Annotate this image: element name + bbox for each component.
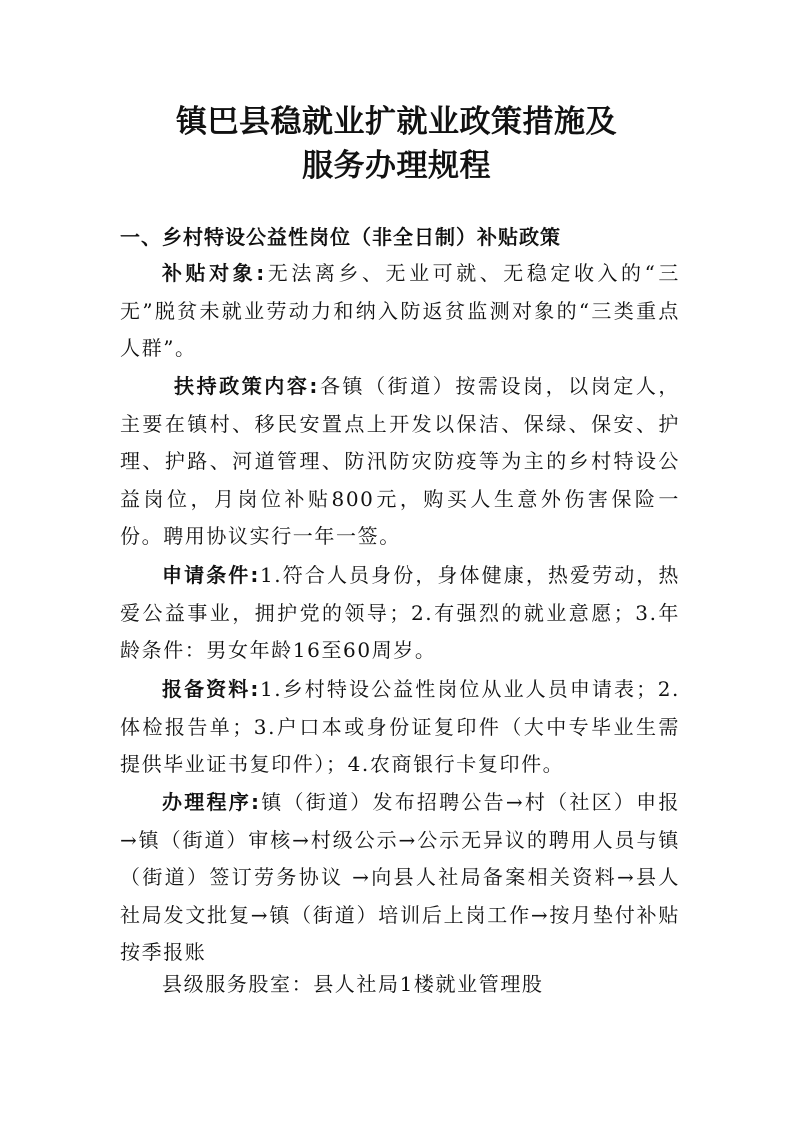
paragraph-procedure bbox=[120, 784, 680, 972]
paragraph-text: 无法离乡、无业可就、无稳定收入的“三无”脱贫未就业劳动力和纳入防返贫监测对象的“三类重点人群”。 bbox=[120, 261, 680, 360]
paragraph-label: 报备资料: bbox=[162, 677, 260, 701]
paragraph-text: 1.乡村特设公益性岗位从业人员申请表；2.体检报告单；3.户口本或身份证复印件（大中专毕业生需提供毕业证书复印件）；4.农商银行卡复印件。 bbox=[120, 677, 681, 776]
title-line-2: 服务办理规程 bbox=[302, 148, 491, 184]
paragraph-filing-materials bbox=[120, 671, 680, 784]
section-heading: 一、乡村特设公益性岗位（非全日制）补贴政策 bbox=[120, 225, 561, 249]
paragraph-text: 镇（街道）发布招聘公告→村（社区）申报→镇（街道）审核→村级公示→公示无异议的聘用人员与镇（街道）签订劳务协议 →向县人社局备案相关资料→县人社局发文批复→镇（街道）培训后上岗工作→按月垫付补贴按季报账 bbox=[120, 790, 680, 964]
paragraph-policy-content bbox=[120, 368, 680, 556]
paragraph-label: 补贴对象: bbox=[162, 261, 266, 285]
document-title bbox=[0, 100, 793, 188]
paragraph-label: 办理程序: bbox=[162, 790, 261, 814]
paragraph-service-office bbox=[120, 966, 680, 1004]
paragraph-subsidy-target bbox=[120, 255, 680, 368]
paragraph-text: 1.符合人员身份，身体健康，热爱劳动，热爱公益事业，拥护党的领导；2.有强烈的就业意愿；3.年龄条件：男女年龄16至60周岁。 bbox=[120, 563, 680, 662]
paragraph-text: 各镇（街道）按需设岗，以岗定人，主要在镇村、移民安置点上开发以保洁、保绿、保安、护理、护路、河道管理、防汛防灾防疫等为主的乡村特设公益岗位，月岗位补贴800元，购买人生意外伤害保险一份。聘用协议实行一年一签。 bbox=[120, 374, 680, 548]
paragraph-application-conditions bbox=[120, 557, 680, 670]
paragraph-label: 申请条件: bbox=[162, 563, 260, 587]
title-line-1: 镇巴县稳就业扩就业政策措施及 bbox=[176, 104, 617, 140]
paragraph-label: 扶持政策内容: bbox=[174, 374, 319, 398]
paragraph-text: 县级服务股室：县人社局1楼就业管理股 bbox=[162, 972, 544, 996]
